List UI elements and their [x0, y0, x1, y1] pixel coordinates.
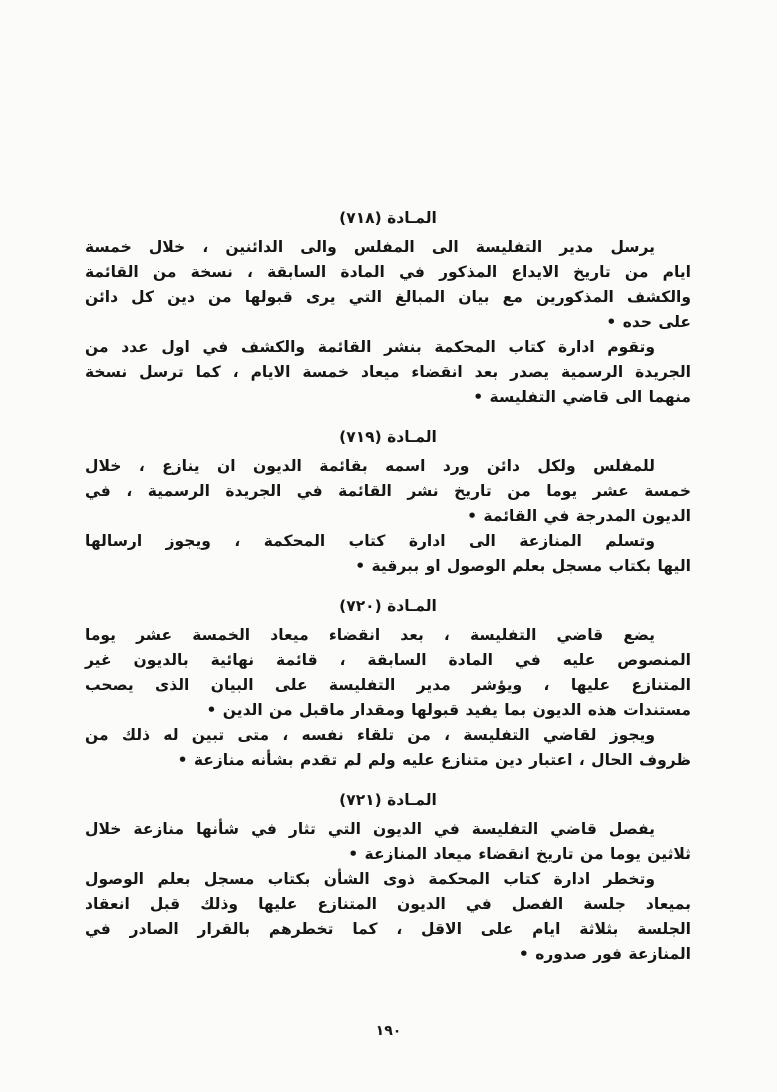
paragraph: [85, 867, 691, 967]
paragraph: [85, 454, 691, 529]
text-line: مستندات هذه الديون بما يفيد قبولها ومقدار ماقبل من الدين •: [206, 701, 691, 719]
text-line: ايام من تاريخ الايداع المذكور في المادة السابقة ، نسخة من القائمة: [85, 263, 691, 281]
text-line: على حده •: [606, 313, 691, 331]
article-719: [85, 425, 691, 579]
text-line: يفصل قاضي التفليسة في الديون التي تثار في شأنها منازعة خلال: [85, 820, 655, 838]
text-line: المنصوص عليه في المادة السابقة ، قائمة نهائية بالديون غير: [85, 651, 691, 669]
paragraph: [85, 529, 691, 579]
text-line: الديون المدرجة في القائمة •: [467, 507, 691, 525]
text-line: اليها بكتاب مسجل بعلم الوصول او ببرقية •: [355, 557, 691, 575]
article-title: المـادة (٧٢١): [339, 791, 437, 809]
text-line: ويجوز لقاضي التفليسة ، من تلقاء نفسه ، متى تبين له ذلك من: [85, 726, 655, 744]
text-line: الجريدة الرسمية يصدر بعد انقضاء ميعاد خمسة الايام ، كما ترسل نسخة: [85, 363, 691, 381]
text-line: والكشف المذكورين مع بيان المبالغ التي يرى قبولها من دين كل دائن: [85, 288, 691, 306]
text-line: يضع قاضي التفليسة ، بعد انقضاء ميعاد الخمسة عشر يوما: [85, 626, 655, 644]
text-line: يرسل مدير التفليسة الى المفلس والى الدائنين ، خلال خمسة: [85, 238, 655, 256]
text-line: الجلسة بثلاثة ايام على الاقل ، كما تخطرهم بالقرار الصادر في: [85, 920, 691, 938]
article-718: [85, 206, 691, 410]
paragraph: [85, 235, 691, 335]
text-line: وتخطر ادارة كتاب المحكمة ذوى الشأن بكتاب مسجل بعلم الوصول: [85, 870, 655, 888]
text-line: للمفلس ولكل دائن ورد اسمه بقائمة الديون ان ينازع ، خلال: [85, 457, 655, 475]
paragraph: [85, 623, 691, 723]
articles: [85, 206, 691, 967]
text-line: ظروف الحال ، اعتبار دين متنازع عليه ولم لم تقدم بشأنه منازعة •: [177, 751, 691, 769]
article-title: المـادة (٧٢٠): [339, 597, 437, 615]
article-title: المـادة (٧١٨): [339, 209, 437, 227]
paragraph: [85, 335, 691, 410]
paragraph: [85, 723, 691, 773]
text-line: منهما الى قاضي التفليسة •: [473, 388, 691, 406]
text-line: المتنازع عليها ، ويؤشر مدير التفليسة على البيان الذى يصحب: [85, 676, 691, 694]
text-line: المنازعة فور صدوره •: [518, 945, 691, 963]
page-number: ١٩٠: [375, 1023, 402, 1039]
text-line: بميعاد جلسة الفصل في الديون المتنازع عليها وذلك قبل انعقاد: [85, 895, 691, 913]
text-line: ثلاثين يوما من تاريخ انقضاء ميعاد المنازعة •: [348, 845, 691, 863]
text-line: وتسلم المنازعة الى ادارة كتاب المحكمة ، ويجوز ارسالها: [85, 532, 655, 550]
article-title: المـادة (٧١٩): [339, 428, 437, 446]
paragraph: [85, 817, 691, 867]
text-line: خمسة عشر يوما من تاريخ نشر القائمة في الجريدة الرسمية ، في: [85, 482, 691, 500]
text-line: وتقوم ادارة كتاب المحكمة بنشر القائمة والكشف في اول عدد من: [85, 338, 655, 356]
article-720: [85, 594, 691, 773]
article-721: [85, 788, 691, 967]
